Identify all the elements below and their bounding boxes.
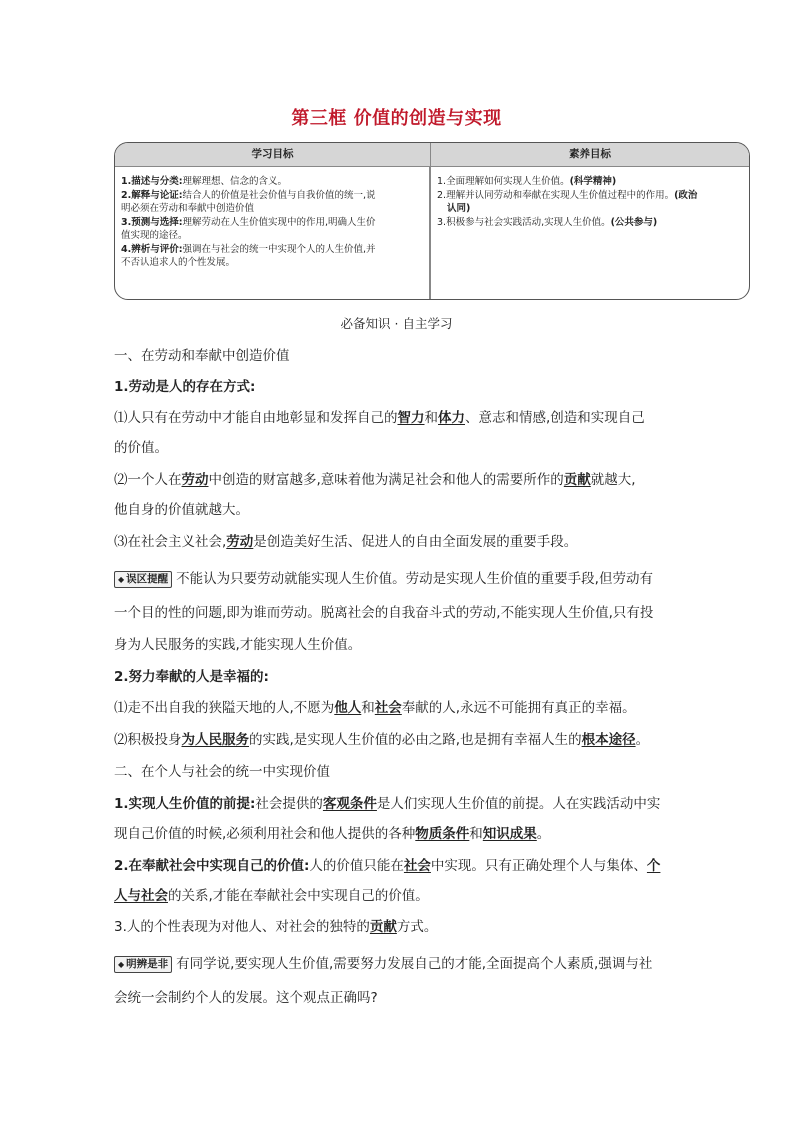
learning-goal-item: 不否认追求人的个性发展。 bbox=[121, 257, 236, 268]
paragraph-1-line-2: 的价值。 bbox=[114, 440, 168, 456]
tip-discern-line-2: 会统一会制约个人的发展。这个观点正确吗? bbox=[114, 990, 378, 1006]
paragraph-8: 3.人的个性表现为对他人、对社会的独特的贡献方式。 bbox=[114, 919, 438, 935]
key-term: 知识成果 bbox=[482, 826, 537, 842]
misconception-tag: ◆ 误区提醒 bbox=[114, 571, 172, 588]
tip-misconception-line-2: 一个目的性的问题,即为谁而劳动。脱离社会的自我奋斗式的劳动,不能实现人生价值,只有投 bbox=[114, 605, 654, 621]
key-term: 人与社会 bbox=[114, 888, 168, 904]
discern-tag: ◆ 明辨是非 bbox=[114, 956, 172, 973]
key-term: 贡献 bbox=[563, 472, 591, 488]
key-term: 劳动 bbox=[226, 534, 254, 550]
paragraph-7-line-1: 2.在奉献社会中实现自己的价值:人的价值只能在社会中实现。只有正确处理个人与集体、个 bbox=[114, 858, 661, 874]
key-term: 社会 bbox=[403, 858, 431, 874]
paragraph-6-line-2: 现自己价值的时候,必须利用社会和他人提供的各种物质条件和知识成果。 bbox=[114, 826, 551, 842]
heading-1-2: 2.努力奉献的人是幸福的: bbox=[114, 669, 269, 685]
paragraph-5: ⑵积极投身为人民服务的实践,是实现人生价值的必由之路,也是拥有幸福人生的根本途径。 bbox=[114, 732, 650, 748]
literacy-goals-list bbox=[430, 167, 748, 300]
paragraph-1-line-1: ⑴人只有在劳动中才能自由地彰显和发挥自己的智力和体力、意志和情感,创造和实现自己 bbox=[114, 410, 645, 426]
key-term: 根本途径 bbox=[581, 732, 636, 748]
section-caption: 必备知识 · 自主学习 bbox=[340, 316, 453, 331]
learning-goal-item: 3.预测与选择:理解劳动在人生价值实现中的作用,明确人生价 bbox=[121, 216, 376, 228]
tip-discern-line-1: ◆ 明辨是非 有同学说,要实现人生价值,需要努力发展自己的才能,全面提高个人素质,强调与社 bbox=[114, 952, 652, 973]
heading-section-1: 一、在劳动和奉献中创造价值 bbox=[114, 348, 290, 364]
literacy-goals-header: 素养目标 bbox=[569, 148, 611, 160]
paragraph-3: ⑶在社会主义社会,劳动是创造美好生活、促进人的自由全面发展的重要手段。 bbox=[114, 534, 578, 550]
paragraph-2-line-1: ⑵一个人在劳动中创造的财富越多,意味着他为满足社会和他人的需要所作的贡献就越大, bbox=[114, 472, 636, 488]
learning-goal-item: 明必须在劳动和奉献中创造价值 bbox=[121, 203, 255, 214]
key-term: 社会 bbox=[374, 700, 402, 716]
learning-goal-item: 4.辨析与评价:强调在与社会的统一中实现个人的人生价值,并 bbox=[121, 243, 376, 255]
paragraph-6-line-1: 1.实现人生价值的前提:社会提供的客观条件是人们实现人生价值的前提。人在实践活动中实 bbox=[114, 796, 661, 812]
key-term: 客观条件 bbox=[322, 796, 377, 812]
key-term: 他人 bbox=[334, 700, 362, 716]
goals-table-header bbox=[115, 143, 749, 167]
key-term: 体力 bbox=[438, 410, 465, 426]
paragraph-4: ⑴走不出自我的狭隘天地的人,不愿为他人和社会奉献的人,永远不可能拥有真正的幸福。 bbox=[114, 700, 636, 716]
learning-goal-item: 2.解释与论证:结合人的价值是社会价值与自我价值的统一,说 bbox=[121, 189, 376, 201]
key-term: 物质条件 bbox=[415, 826, 470, 842]
goals-table bbox=[114, 142, 750, 300]
paragraph-2-line-2: 他自身的价值就越大。 bbox=[114, 502, 249, 518]
page-title: 第三框 价值的创造与实现 bbox=[291, 108, 502, 129]
paragraph-7-line-2: 人与社会的关系,才能在奉献社会中实现自己的价值。 bbox=[114, 888, 429, 904]
learning-goals-header: 学习目标 bbox=[115, 143, 431, 166]
goals-table-body bbox=[115, 167, 749, 300]
key-term: 劳动 bbox=[181, 472, 209, 488]
heading-1-1: 1.劳动是人的存在方式: bbox=[114, 379, 256, 395]
learning-goal-item: 1.描述与分类:理解理想、信念的含义。 bbox=[121, 176, 288, 187]
diamond-icon: ◆ bbox=[118, 575, 125, 584]
literacy-goal-item: 认同) bbox=[447, 203, 471, 214]
key-term: 智力 bbox=[397, 410, 425, 426]
tip-misconception-line-3: 身为人民服务的实践,才能实现人生价值。 bbox=[114, 637, 362, 653]
key-term: 个 bbox=[646, 858, 661, 874]
key-term: 为人民服务 bbox=[181, 732, 249, 748]
literacy-goal-item: 3.积极参与社会实践活动,实现人生价值。(公共参与) bbox=[437, 216, 658, 228]
diamond-icon: ◆ bbox=[118, 960, 125, 969]
tip-misconception-line-1: ◆ 误区提醒 不能认为只要劳动就能实现人生价值。劳动是实现人生价值的重要手段,但劳动有 bbox=[114, 567, 653, 588]
learning-goal-item: 值实现的途径。 bbox=[121, 230, 188, 241]
learning-goals-list bbox=[115, 167, 430, 300]
heading-section-2: 二、在个人与社会的统一中实现价值 bbox=[114, 764, 330, 780]
literacy-goal-item: 1.全面理解如何实现人生价值。(科学精神) bbox=[437, 176, 617, 187]
key-term: 贡献 bbox=[369, 919, 397, 935]
literacy-goal-item: 2.理解并认同劳动和奉献在实现人生价值过程中的作用。(政治 bbox=[437, 189, 698, 201]
